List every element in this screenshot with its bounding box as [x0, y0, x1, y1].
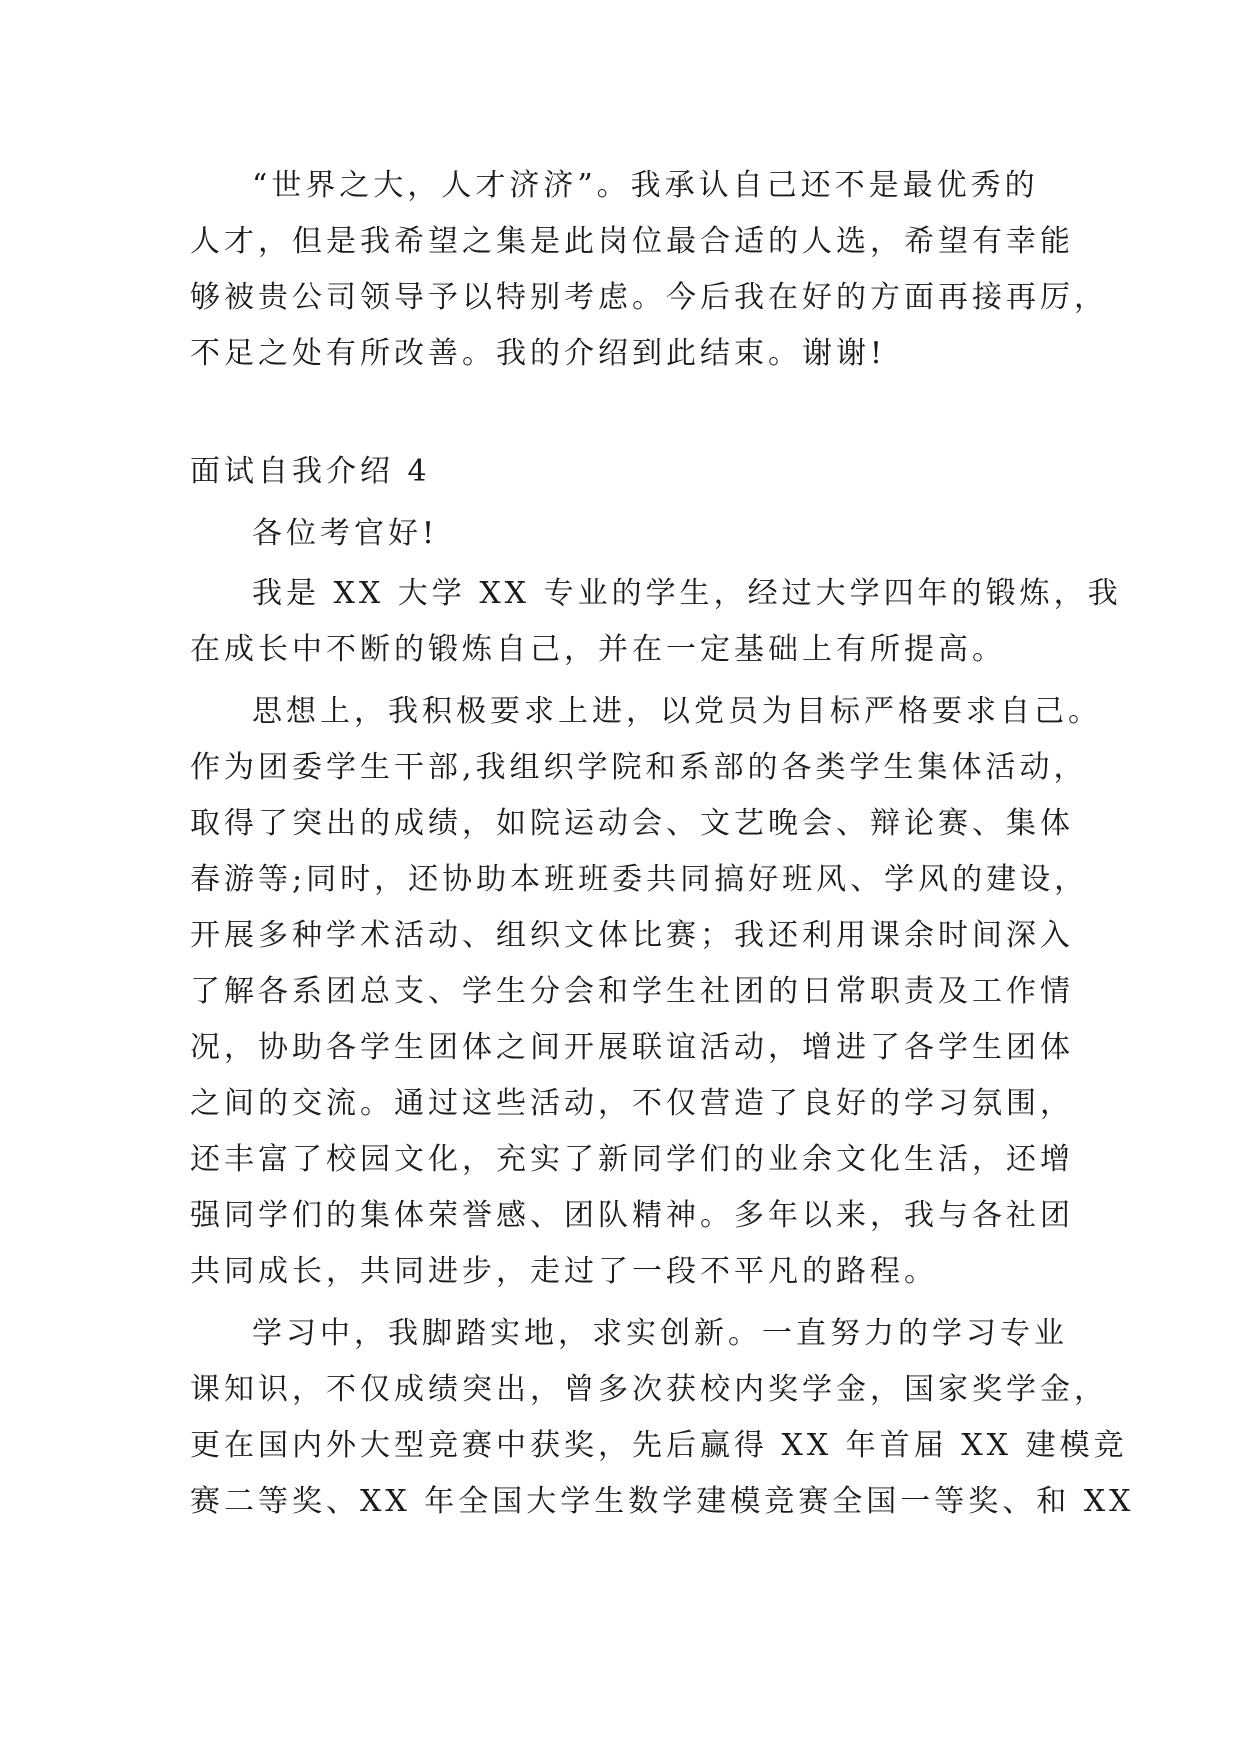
greeting: 各位考官好! [252, 516, 439, 551]
paragraph-2-line-1: 我是 XX 大学 XX 专业的学生，经过大学四年的锻炼，我 [252, 576, 1122, 611]
paragraph-4-line-1: 学习中，我脚踏实地，求实创新。一直努力的学习专业 [252, 1316, 1068, 1351]
paragraph-3-line-1: 思想上，我积极要求上进，以党员为目标严格要求自己。 [252, 694, 1102, 729]
paragraph-4-line-4: 赛二等奖、XX 年全国大学生数学建模竞赛全国一等奖、和 XX [190, 1484, 1135, 1519]
section-title: 面试自我介绍 4 [190, 454, 431, 489]
paragraph-3-line-6: 了解各系团总支、学生分会和学生社团的日常职责及工作情 [190, 974, 1074, 1009]
paragraph-3-line-5: 开展多种学术活动、组织文体比赛；我还利用课余时间深入 [190, 918, 1074, 953]
paragraph-3-line-4: 春游等;同时，还协助本班班委共同搞好班风、学风的建设， [190, 862, 1089, 897]
paragraph-4-line-2: 课知识，不仅成绩突出，曾多次获校内奖学金，国家奖学金， [190, 1372, 1108, 1407]
paragraph-3-line-9: 还丰富了校园文化，充实了新同学们的业余文化生活，还增 [190, 1142, 1074, 1177]
paragraph-3-line-10: 强同学们的集体荣誉感、团队精神。多年以来，我与各社团 [190, 1198, 1074, 1233]
paragraph-4-line-3: 更在国内外大型竞赛中获奖，先后赢得 XX 年首届 XX 建模竞 [190, 1428, 1128, 1463]
paragraph-3-line-8: 之间的交流。通过这些活动，不仅营造了良好的学习氛围， [190, 1086, 1074, 1121]
paragraph-1-line-3: 够被贵公司领导予以特别考虑。今后我在好的方面再接再厉， [190, 280, 1108, 315]
paragraph-3-line-2: 作为团委学生干部,我组织学院和系部的各类学生集体活动， [190, 750, 1088, 785]
paragraph-3-line-7: 况，协助各学生团体之间开展联谊活动，增进了各学生团体 [190, 1030, 1074, 1065]
paragraph-1-line-4: 不足之处有所改善。我的介绍到此结束。谢谢! [190, 336, 887, 371]
paragraph-2-line-2: 在成长中不断的锻炼自己，并在一定基础上有所提高。 [190, 632, 1006, 667]
paragraph-3-line-11: 共同成长，共同进步，走过了一段不平凡的路程。 [190, 1254, 938, 1289]
paragraph-1-line-1: “世界之大，人才济济”。我承认自己还不是最优秀的 [252, 168, 1039, 203]
paragraph-1-line-2: 人才，但是我希望之集是此岗位最合适的人选，希望有幸能 [190, 224, 1074, 259]
paragraph-3-line-3: 取得了突出的成绩，如院运动会、文艺晚会、辩论赛、集体 [190, 806, 1074, 841]
